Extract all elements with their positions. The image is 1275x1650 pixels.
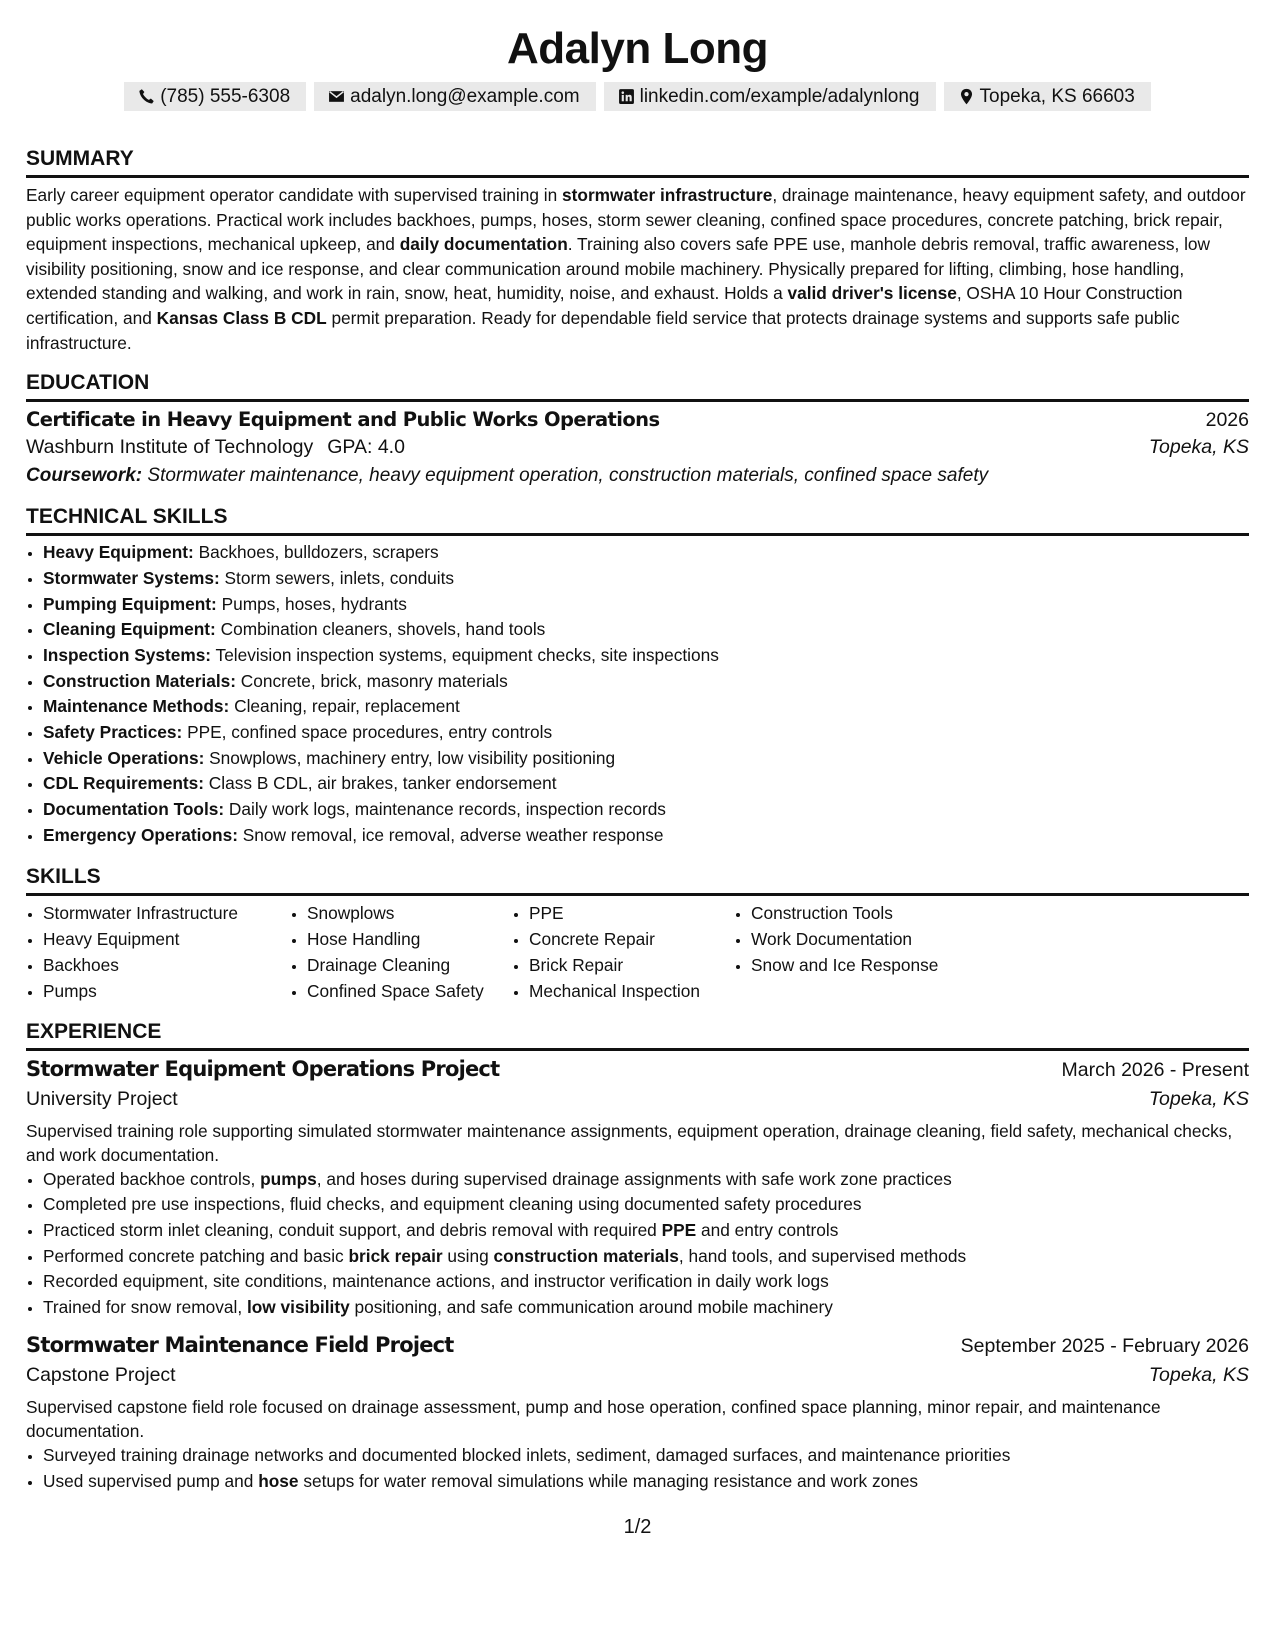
technical-skill-label: Safety Practices: bbox=[43, 722, 183, 743]
technical-skill-item bbox=[43, 797, 1249, 823]
job-organization: University Project bbox=[26, 1087, 178, 1110]
experience-list bbox=[26, 1057, 1249, 1495]
technical-skill-item bbox=[43, 771, 1249, 797]
job-bullets bbox=[26, 1167, 1249, 1321]
job-title: Stormwater Equipment Operations Project bbox=[26, 1056, 500, 1081]
technical-skill-item bbox=[43, 643, 1249, 669]
technical-skill-label: Pumping Equipment: bbox=[43, 593, 217, 614]
job-bullet bbox=[43, 1269, 1249, 1295]
skill-item: • Work Documentation bbox=[751, 926, 974, 952]
technical-skill-value: Storm sewers, inlets, conduits bbox=[219, 567, 455, 588]
job-bullet bbox=[43, 1192, 1249, 1218]
technical-skill-item bbox=[43, 540, 1249, 566]
bold-text: PPE bbox=[661, 1220, 697, 1240]
skills-section bbox=[26, 863, 1249, 1004]
skill-item: • Construction Tools bbox=[751, 900, 974, 926]
technical-skills-section bbox=[26, 503, 1249, 848]
skill-item: • Backhoes bbox=[43, 952, 290, 978]
education-school-row bbox=[26, 436, 1249, 459]
phone-text: (785) 555-6308 bbox=[160, 86, 291, 107]
bold-text: low visibility bbox=[246, 1297, 350, 1318]
technical-skill-value: PPE, confined space procedures, entry controls bbox=[182, 722, 553, 743]
technical-skill-label: Construction Materials: bbox=[43, 670, 236, 691]
technical-skill-item bbox=[43, 566, 1249, 592]
bold-text: construction materials bbox=[493, 1245, 679, 1266]
linkedin-text: linkedin.com/example/adalynlong bbox=[639, 86, 920, 107]
job-location: Topeka, KS bbox=[1148, 1363, 1249, 1386]
job-bullet bbox=[43, 1469, 1249, 1495]
skills-grid bbox=[26, 900, 1249, 1004]
skill-item: • Hose Handling bbox=[307, 926, 512, 952]
job-bullet bbox=[43, 1244, 1249, 1270]
job-bullet bbox=[43, 1443, 1249, 1469]
technical-skill-value: Snowplows, machinery entry, low visibility positioning bbox=[204, 747, 616, 768]
technical-skill-value: Daily work logs, maintenance records, inspection records bbox=[224, 799, 666, 820]
text-run: Used supervised pump and bbox=[43, 1470, 259, 1491]
section-title-technical-skills: TECHNICAL SKILLS bbox=[26, 503, 1249, 536]
candidate-name: Adalyn Long bbox=[507, 24, 768, 73]
technical-skill-item bbox=[43, 592, 1249, 618]
technical-skill-label: Cleaning Equipment: bbox=[43, 619, 216, 640]
skill-item: • Mechanical Inspection bbox=[529, 978, 734, 1004]
experience-entry bbox=[26, 1333, 1249, 1494]
technical-skill-label: Maintenance Methods: bbox=[43, 696, 230, 717]
coursework-text: Stormwater maintenance, heavy equipment operation, construction materials, confined space safety bbox=[142, 465, 989, 487]
graduation-year: 2026 bbox=[1205, 409, 1249, 432]
skill-item: • PPE bbox=[529, 900, 734, 926]
text-run: Surveyed training drainage networks and documented blocked inlets, sediment, damaged surfaces, and maintenance priorities bbox=[43, 1444, 1011, 1465]
resume-page bbox=[26, 20, 1249, 1494]
job-title: Stormwater Maintenance Field Project bbox=[26, 1332, 454, 1357]
technical-skills-list bbox=[26, 540, 1249, 848]
text-run: Recorded equipment, site conditions, maintenance actions, and instructor verification in daily work logs bbox=[43, 1271, 829, 1292]
experience-entry bbox=[26, 1057, 1249, 1321]
skills-column bbox=[512, 900, 734, 1004]
text-run: , drainage maintenance, heavy equipment safety, and outdoor public works operations. Practical work includes backhoes, pumps, hoses, storm sewer cleaning, confined space procedures, concrete patching, brick repair, equipment inspections, mechanical upkeep, and bbox=[26, 185, 1246, 255]
page-number: 1/2 bbox=[623, 1516, 652, 1538]
phone-icon bbox=[138, 88, 155, 105]
text-run: Trained for snow removal, bbox=[43, 1297, 247, 1318]
bold-text: pumps bbox=[260, 1168, 317, 1189]
skill-item: • Snow and Ice Response bbox=[751, 952, 974, 978]
bold-text: brick repair bbox=[348, 1245, 443, 1266]
job-description: Supervised training role supporting simulated stormwater maintenance assignments, equipment operation, drainage cleaning, field safety, mechanical checks, and work documentation. bbox=[26, 1120, 1233, 1165]
contact-phone[interactable] bbox=[124, 82, 306, 111]
skill-item: • Brick Repair bbox=[529, 952, 734, 978]
gpa: GPA: 4.0 bbox=[327, 436, 405, 459]
text-run: using bbox=[442, 1245, 494, 1266]
section-title-experience: EXPERIENCE bbox=[26, 1018, 1249, 1051]
text-run: Performed concrete patching and basic bbox=[43, 1245, 349, 1266]
technical-skill-item bbox=[43, 746, 1249, 772]
text-run: and entry controls bbox=[696, 1220, 839, 1240]
experience-header-row bbox=[26, 1057, 1249, 1082]
experience-org-row bbox=[26, 1088, 1249, 1111]
education-section bbox=[26, 369, 1249, 487]
technical-skill-item bbox=[43, 694, 1249, 720]
text-run: Early career equipment operator candidate with supervised training in bbox=[26, 185, 563, 205]
bold-text: daily documentation bbox=[399, 234, 568, 255]
job-location: Topeka, KS bbox=[1148, 1087, 1249, 1110]
contact-linkedin[interactable] bbox=[604, 82, 936, 111]
text-run: , hand tools, and supervised methods bbox=[678, 1245, 967, 1266]
technical-skill-value: Snow removal, ice removal, adverse weather response bbox=[237, 824, 664, 845]
education-header-row bbox=[26, 408, 1249, 432]
email-text: adalyn.long@example.com bbox=[350, 86, 580, 107]
skill-item: • Drainage Cleaning bbox=[307, 952, 512, 978]
bold-text: stormwater infrastructure bbox=[562, 185, 773, 205]
text-run: , OSHA 10 Hour Construction certification, and bbox=[26, 283, 1183, 328]
skill-item: • Concrete Repair bbox=[529, 926, 734, 952]
technical-skill-value: Pumps, hoses, hydrants bbox=[216, 593, 407, 614]
technical-skill-item bbox=[43, 720, 1249, 746]
bold-text: Kansas Class B CDL bbox=[156, 307, 327, 328]
skill-item: • Pumps bbox=[43, 978, 290, 1004]
technical-skill-label: Emergency Operations: bbox=[43, 824, 238, 845]
text-run: Operated backhoe controls, bbox=[43, 1168, 261, 1189]
experience-org-row bbox=[26, 1364, 1249, 1387]
technical-skill-value: Combination cleaners, shovels, hand tools bbox=[215, 619, 546, 640]
technical-skill-item bbox=[43, 617, 1249, 643]
experience-section bbox=[26, 1018, 1249, 1495]
technical-skill-value: Backhoes, bulldozers, scrapers bbox=[193, 542, 439, 563]
technical-skill-label: Inspection Systems: bbox=[43, 644, 212, 665]
job-date: September 2025 - February 2026 bbox=[960, 1334, 1249, 1357]
technical-skill-value: Class B CDL, air brakes, tanker endorsement bbox=[204, 773, 557, 794]
job-bullet bbox=[43, 1295, 1249, 1321]
coursework bbox=[26, 465, 1249, 487]
technical-skill-label: Stormwater Systems: bbox=[43, 567, 220, 588]
skills-column bbox=[26, 900, 290, 1004]
envelope-icon bbox=[328, 88, 345, 105]
summary-text bbox=[26, 183, 1249, 355]
bold-text: valid driver's license bbox=[787, 283, 957, 304]
text-run: Practiced storm inlet cleaning, conduit support, and debris removal with required bbox=[43, 1220, 662, 1240]
technical-skill-value: Television inspection systems, equipment checks, site inspections bbox=[211, 644, 719, 665]
bold-text: hose bbox=[258, 1470, 299, 1491]
text-run: permit preparation. Ready for dependable field service that protects drainage systems and supports safe public infrastructure. bbox=[26, 307, 1180, 353]
text-run: Completed pre use inspections, fluid checks, and equipment cleaning using documented safety procedures bbox=[43, 1194, 862, 1215]
skill-item: • Stormwater Infrastructure bbox=[43, 900, 290, 926]
location-text: Topeka, KS 66603 bbox=[979, 86, 1135, 107]
technical-skill-value: Concrete, brick, masonry materials bbox=[236, 670, 508, 691]
skill-item: • Snowplows bbox=[307, 900, 512, 926]
section-title-education: EDUCATION bbox=[26, 369, 1249, 402]
text-run: positioning, and safe communication around mobile machinery bbox=[349, 1297, 833, 1318]
technical-skill-label: Vehicle Operations: bbox=[43, 747, 205, 768]
technical-skill-item bbox=[43, 669, 1249, 695]
degree-title: Certificate in Heavy Equipment and Public Works Operations bbox=[26, 408, 660, 432]
summary-section bbox=[26, 145, 1249, 355]
job-organization: Capstone Project bbox=[26, 1363, 176, 1386]
contact-location bbox=[944, 82, 1151, 111]
text-run: setups for water removal simulations while managing resistance and work zones bbox=[298, 1470, 919, 1491]
section-title-skills: SKILLS bbox=[26, 863, 1249, 896]
job-date: March 2026 - Present bbox=[1061, 1058, 1249, 1081]
school-name: Washburn Institute of Technology bbox=[26, 436, 314, 459]
skill-item: • Heavy Equipment bbox=[43, 926, 290, 952]
technical-skill-label: Heavy Equipment: bbox=[43, 542, 194, 563]
linkedin-icon bbox=[618, 88, 635, 105]
skill-item: • Confined Space Safety bbox=[307, 978, 512, 1004]
text-run: . Training also covers safe PPE use, manhole debris removal, traffic awareness, low visibility positioning, snow and ice response, and clear communication around mobile machinery. Physically prepared for lifting, climbing, hose handling, extended standing and walking, and work in rain, snow, heat, humidity, noise, and exhaust. Holds a bbox=[26, 234, 1211, 304]
technical-skill-label: Documentation Tools: bbox=[43, 799, 225, 820]
map-pin-icon bbox=[958, 88, 975, 105]
coursework-label: Coursework: bbox=[26, 465, 143, 487]
school-location: Topeka, KS bbox=[1148, 436, 1249, 459]
contact-bar bbox=[26, 82, 1249, 111]
skills-column bbox=[290, 900, 512, 1004]
section-title-summary: SUMMARY bbox=[26, 145, 1249, 178]
technical-skill-label: CDL Requirements: bbox=[43, 773, 204, 794]
text-run: , and hoses during supervised drainage assignments with safe work zone practices bbox=[316, 1168, 952, 1189]
job-description: Supervised capstone field role focused on drainage assessment, pump and hose operation, confined space planning, minor repair, and maintenance documentation. bbox=[26, 1396, 1161, 1441]
job-bullet bbox=[43, 1167, 1249, 1193]
skills-column bbox=[734, 900, 974, 1004]
school-line bbox=[26, 436, 405, 459]
job-bullet bbox=[43, 1218, 1249, 1244]
contact-email[interactable] bbox=[314, 82, 595, 111]
experience-header-row bbox=[26, 1333, 1249, 1358]
technical-skill-value: Cleaning, repair, replacement bbox=[229, 696, 460, 717]
technical-skill-item bbox=[43, 823, 1249, 849]
job-bullets bbox=[26, 1443, 1249, 1494]
